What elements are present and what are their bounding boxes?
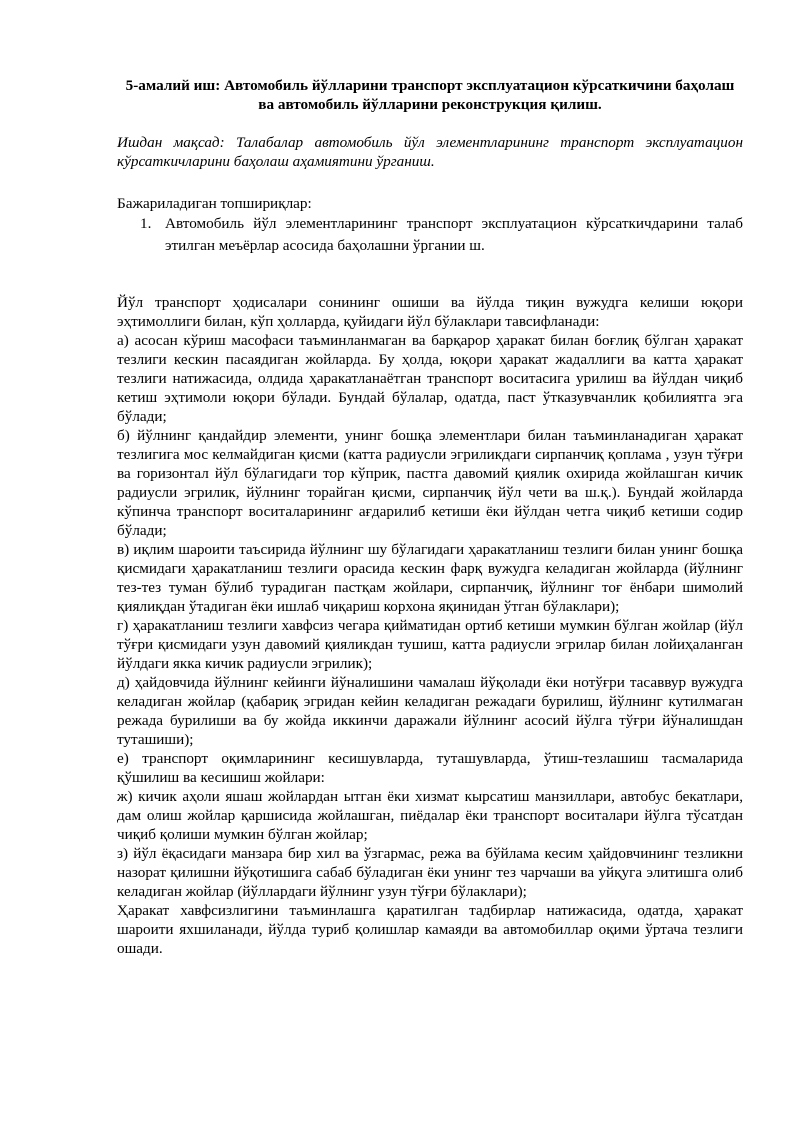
paragraph-a: а) асосан кўриш масофаси таъминланмаган ва барқарор ҳаракат билан боғлиқ бўлган ҳаракат тезлиги кескин пасаядиган жойларда. Бу ҳолда, юқори ҳаракат жадаллиги ва катта ҳаракат тезлиги натижасида, олдида ҳаракатланаётган транспорт воситасига урилиш ва йўлдан чиқиб кетиш эҳтимоли юқори бўлади. Бундай бўлалар, одатда, паст ўтказувчанлик қобилиятга эга бўлади; (117, 332, 743, 425)
document-page (117, 76, 743, 958)
intro-paragraph: Йўл транспорт ҳодисалари сонининг ошиши ва йўлда тиқин вужудга келиши юқори эҳтимоллиги билан, кўп ҳолларда, қуйидаги йўл бўлаклари тавсифланади: (117, 294, 743, 330)
paragraph-b: б) йўлнинг қандайдир элементи, унинг бошқа элементлари билан таъминланадиган ҳаракат тезлигига мос келмайдиган қисми (катта радиусли эгриликдаги сирпанчиқ қоплама , узун тўғри ва горизонтал йўл бўлагидаги тор кўприк, пастга давомий қиялик охирида жойлашган кичик радиусли эгрилик, йўлнинг торайган қисми, сирпанчиқ йўл чети ва ш.қ.). Бундай жойларда кўпинча транспорт воситаларининг ағдарилиб кетиши ёки йўлдан четга чиқиб кетиши содир бўлади; (117, 427, 743, 539)
task-number: 1. (140, 215, 152, 232)
paragraph-zh: ж) кичик аҳоли яшаш жойлардан ытган ёки хизмат кырсатиш манзиллари, автобус бекатлари, дам олиш жойлар қаршисида жойлашган, пиёдалар ёки транспорт воситалари йўлга тўсатдан чиқиб қолиши мумкин бўлган жойлар; (117, 788, 743, 843)
task-text: Автомобиль йўл элементларининг транспорт эксплуатацион кўрсаткичдарини талаб этилган меъёрлар асосида баҳолашни ўргании ш. (165, 215, 743, 254)
body-text (117, 293, 743, 958)
paragraph-d: д) ҳайдовчида йўлнинг кейинги йўналишини чамалаш йўқолади ёки нотўғри тасаввур вужудга келадиган жойлар (қабариқ эгридан кейин келадиган режадаги бурилиш, йўлнинг кутилмаган режада бурилиши ва бу жойда иккинчи даражали йўлнинг асосий йўлга тўғри йўналишдан туташиши); (117, 674, 743, 748)
paragraph-v: в) иқлим шароити таъсирида йўлнинг шу бўлагидаги ҳаракатланиш тезлиги билан унинг бошқа қисмидаги ҳаракатланиш тезлиги орасида кескин фарқ вужудга келадиган жойларда (йўлнинг тез-тез туман бўлиб турадиган пастқам жойлари, сирпанчиқ, йўлнинг тоғ ёнбари шимолий қиялиқдан ўтадиган ёки ишлаб чиқариш корхона яқинидан ўтган бўлаклари); (117, 541, 743, 615)
task-item (140, 213, 743, 257)
tasks-heading: Бажариладиган топшириқлар: (117, 195, 312, 212)
paragraph-z: з) йўл ёқасидаги манзара бир хил ва ўзгармас, режа ва бўйлама кесим ҳайдовчининг тезликни назорат қилишни йўқотишига сабаб бўладиган ёки унинг тез чарчаши ва уйқуга элитишга олиб келадиган жойлар (йўллардаги йўлнинг узун тўғри бўлаклари); (117, 845, 743, 900)
document-title: 5-амалий иш: Автомобиль йўлларини транспорт эксплуатацион кўрсаткичини баҳолаш ва автомобиль йўлларини реконструкция қилиш. (125, 77, 735, 113)
goal-statement: Ишдан мақсад: Талабалар автомобиль йўл элементларининг транспорт эксплуатацион кўрсаткичларини баҳолаш аҳамиятини ўрганиш. (117, 134, 743, 170)
conclusion-paragraph: Ҳаракат хавфсизлигини таъминлашга қаратилган тадбирлар натижасида, одатда, ҳаракат шароити яхшиланади, йўлда туриб қолишлар камаяди ва автомобиллар оқими ўртача тезлиги ошади. (117, 902, 743, 957)
paragraph-e: е) транспорт оқимларининг кесишувларда, туташувларда, ўтиш-тезлашиш тасмаларида қўшилиш ва кесишиш жойлари: (117, 750, 743, 786)
paragraph-g: г) ҳаракатланиш тезлиги хавфсиз чегара қийматидан ортиб кетиши мумкин бўлган жойлар (йўл тўғри қисмидаги узун давомий қияликдан тушиш, катта радиусли эгрилар билан лойиҳаланган йўлдаги якка кичик радиусли эгрилик); (117, 617, 743, 672)
task-list (117, 213, 743, 257)
